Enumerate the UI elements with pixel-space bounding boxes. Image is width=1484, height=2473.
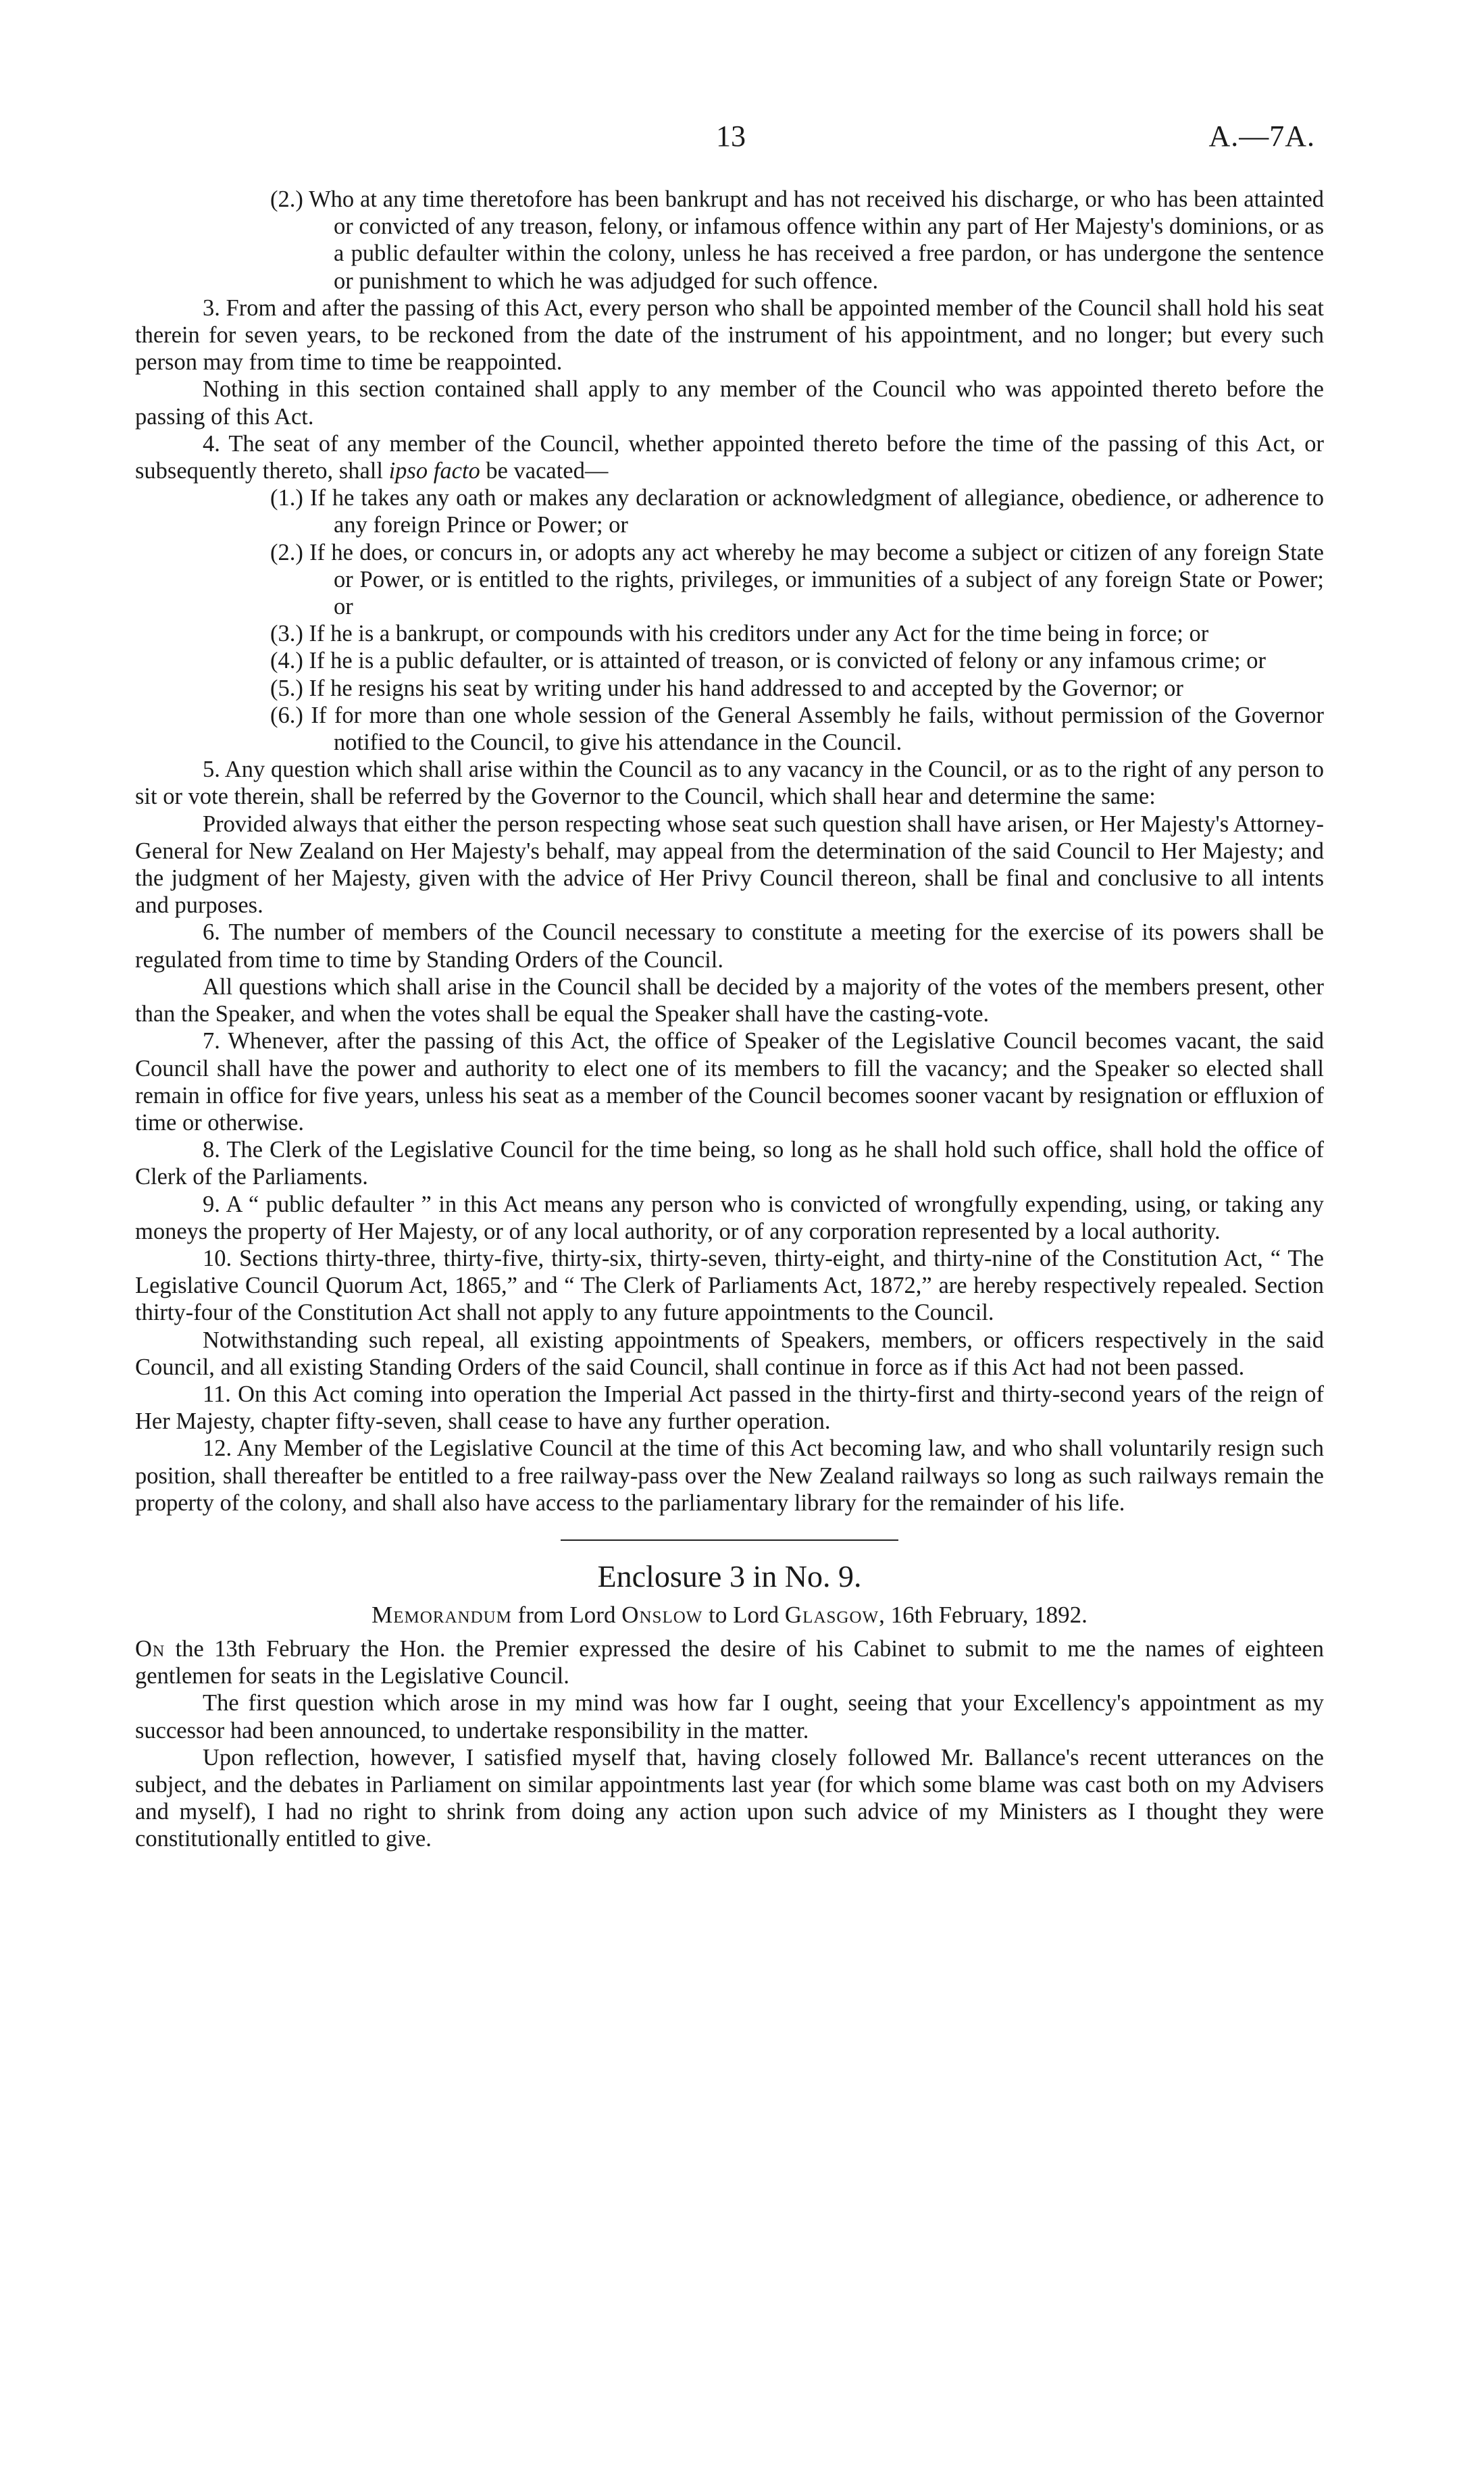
section-9: 9. A “ public defaulter ” in this Act means any person who is convicted of wrongfully expending, using, or taking any moneys the property of Her Majesty, or of any local authority, or of any corporation represented by a local authority. (135, 1191, 1324, 1244)
memo-paragraph-3: Upon reflection, however, I satisfied myself that, having closely followed Mr. Ballance's recent utterances on the subject, and the debates in Parliament on similar appointments last year (for which some blame was cast both on my Advisers and myself), I had no right to shrink from doing any action upon such advice of my Ministers as I thought they were constitutionally entitled to give. (135, 1744, 1324, 1852)
section-5-proviso: Provided always that either the person respecting whose seat such question shall have arisen, or Her Majesty's Attorney-General for New Zealand on Her Majesty's behalf, may appeal from the determination of the said Council to Her Majesty; and the judgment of her Majesty, given with the advice of Her Privy Council thereon, shall be final and conclusive to all intents and purposes. (135, 811, 1324, 919)
section-4-item-5: (5.) If he resigns his seat by writing under his hand addressed to and accepted by the Governor; or (270, 675, 1183, 701)
memo-word: Memorandum (372, 1601, 512, 1628)
memo-recipient: Glasgow (784, 1601, 879, 1628)
memo-date: , 16th February, 1892. (879, 1601, 1088, 1628)
section-divider (561, 1539, 898, 1541)
section-10-saving: Notwithstanding such repeal, all existing appointments of Speakers, members, or officers respectively in the said Council, and all existing Standing Orders of the said Council, shall continue in force as if this Act had not been passed. (135, 1327, 1324, 1380)
section-4-item-3: (3.) If he is a bankrupt, or compounds with his creditors under any Act for the time being in force; or (270, 621, 1209, 647)
document-reference: A.—7A. (1208, 120, 1315, 153)
section-3-note: Nothing in this section contained shall apply to any member of the Council who was appointed thereto before the passing of this Act. (135, 376, 1324, 430)
section-4 (135, 430, 1324, 484)
section-4-text: 4. The seat of any member of the Council, whether appointed thereto before the time of the passing of this Act, or subsequently thereto, shall (135, 430, 1324, 484)
memo-paragraph-1 (135, 1635, 1324, 1689)
section-12: 12. Any Member of the Legislative Council at the time of this Act becoming law, and who shall voluntarily resign such position, shall thereafter be entitled to a free railway-pass over the New Zealand railways so long as such railways remain the property of the colony, and shall also have access to the parliamentary library for the remainder of his life. (135, 1435, 1324, 1516)
memo-sender: Onslow (621, 1601, 703, 1628)
section-10: 10. Sections thirty-three, thirty-five, thirty-six, thirty-seven, thirty-eight, and thirty-nine of the Constitution Act, “ The Legislative Council Quorum Act, 1865,” and “ The Clerk of Parliaments Act, 1872,” are hereby respectively repealed. Section thirty-four of the Constitution Act shall not apply to any future appointments to the Council. (135, 1245, 1324, 1326)
body-text (135, 186, 1324, 1853)
memo-to: to Lord (702, 1601, 785, 1628)
section-6: 6. The number of members of the Council necessary to constitute a meeting for the exercise of its powers shall be regulated from time to time by Standing Orders of the Council. (135, 919, 1324, 973)
memo-paragraph-1-text: the 13th February the Hon. the Premier expressed the desire of his Cabinet to submit to me the names of eighteen gentlemen for seats in the Legislative Council. (135, 1635, 1324, 1689)
memo-paragraph-2: The first question which arose in my mind was how far I ought, seeing that your Excellency's appointment as my successor had been announced, to undertake responsibility in the matter. (135, 1690, 1324, 1743)
section-4-item-6: (6.) If for more than one whole session of the General Assembly he fails, without permission of the Governor notified to the Council, to give his attendance in the Council. (270, 702, 1324, 756)
section-4-end: be vacated— (480, 458, 609, 484)
enclosure-title: Enclosure 3 in No. 9. (597, 1558, 862, 1594)
memorandum-heading (135, 1600, 1324, 1630)
section-6-votes: All questions which shall arise in the Council shall be decided by a majority of the votes of the members present, other than the Speaker, and when the votes shall be equal the Speaker shall have the casting-vote. (135, 973, 1324, 1027)
section-11: 11. On this Act coming into operation the Imperial Act passed in the thirty-first and thirty-second years of the reign of Her Majesty, chapter fifty-seven, shall cease to have any further operation. (135, 1381, 1324, 1435)
section-4-item-4: (4.) If he is a public defaulter, or is attainted of treason, or is convicted of felony or any infamous crime; or (270, 648, 1266, 674)
page-number: 13 (716, 120, 746, 153)
section-3: 3. From and after the passing of this Act, every person who shall be appointed member of the Council shall hold his seat therein for seven years, to be reckoned from the date of the instrument of his appointment, and no longer; but every such person may from time to time be reappointed. (135, 295, 1324, 376)
memo-first-word: On (135, 1635, 165, 1662)
section-4-item-2: (2.) If he does, or concurs in, or adopts any act whereby he may become a subject or citizen of any foreign State or Power, or is entitled to the rights, privileges, or immunities of a subject of any foreign State or Power; or (270, 539, 1324, 620)
page-header (0, 116, 1484, 157)
memo-from: from Lord (511, 1601, 622, 1628)
ipso-facto: ipso facto (388, 458, 480, 484)
section-7: 7. Whenever, after the passing of this Act, the office of Speaker of the Legislative Council becomes vacant, the said Council shall have the power and authority to elect one of its members to fill the vacancy; and the Speaker so elected shall remain in office for five years, unless his seat as a member of the Council becomes sooner vacant by resignation or effluxion of time or otherwise. (135, 1028, 1324, 1136)
section-4-item-1: (1.) If he takes any oath or makes any declaration or acknowledgment of allegiance, obedience, or adherence to any foreign Prince or Power; or (270, 485, 1324, 538)
clause-2-2: (2.) Who at any time theretofore has been bankrupt and has not received his discharge, or who has been attainted or convicted of any treason, felony, or infamous offence within any part of Her Majesty's dominions, or as a public defaulter within the colony, unless he has received a free pardon, or has undergone the sentence or punishment to which he was adjudged for such offence. (270, 186, 1324, 294)
section-5: 5. Any question which shall arise within the Council as to any vacancy in the Council, or as to the right of any person to sit or vote therein, shall be referred by the Governor to the Council, which shall hear and determine the same: (135, 757, 1324, 810)
section-8: 8. The Clerk of the Legislative Council for the time being, so long as he shall hold such office, shall hold the office of Clerk of the Parliaments. (135, 1137, 1324, 1190)
